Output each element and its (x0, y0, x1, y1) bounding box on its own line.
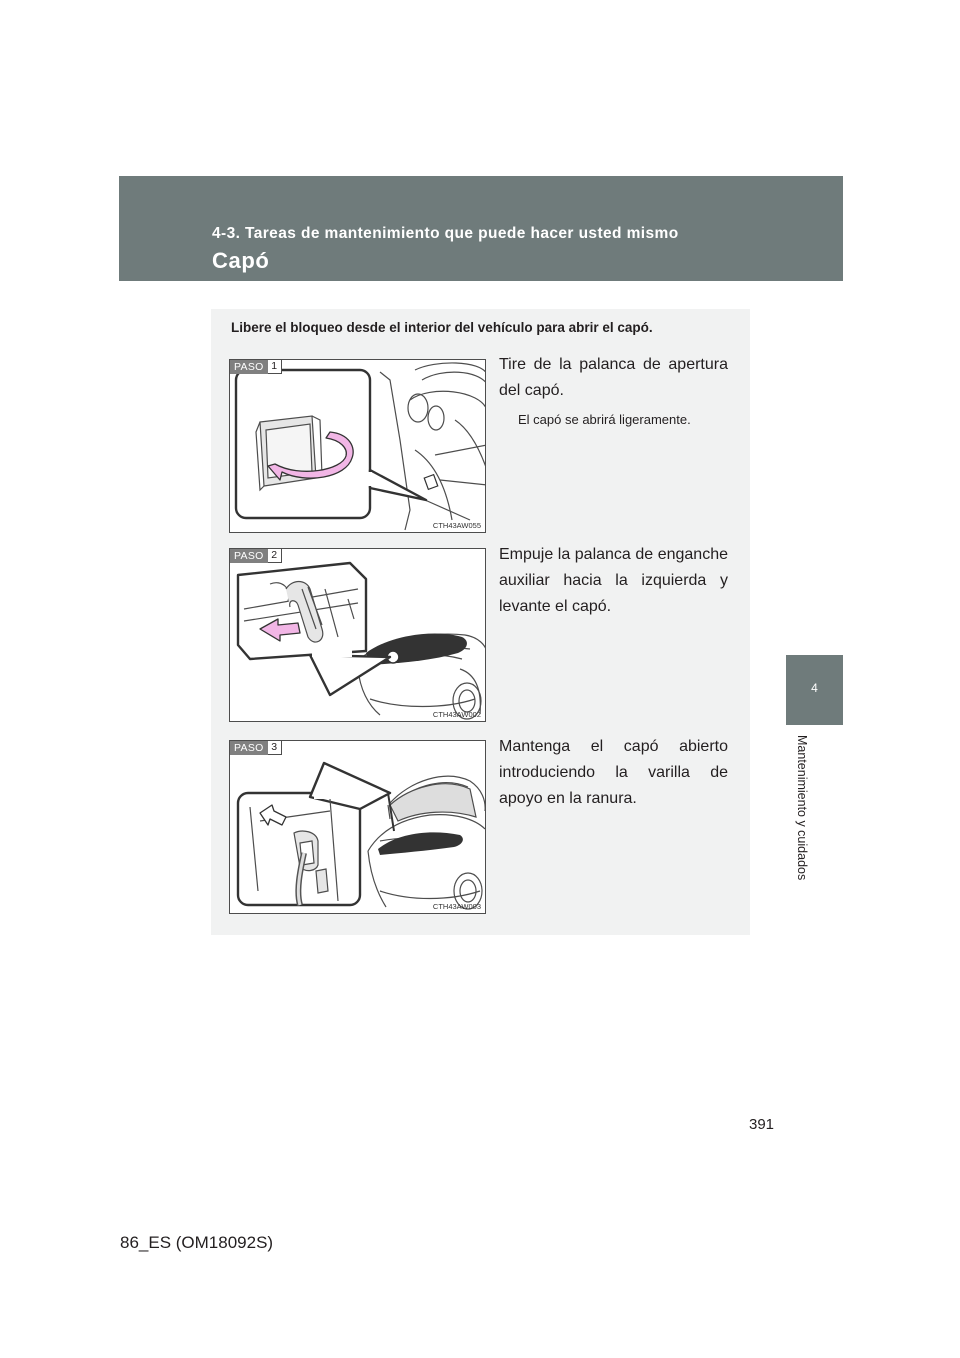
figure-step-3 (229, 740, 486, 914)
step-2-text: Empuje la palanca de enganche auxiliar hacia la izquierda y levante el capó. (499, 546, 728, 615)
step-badge-word: PASO (230, 360, 268, 374)
step-badge-3 (230, 741, 282, 755)
section-title: 4-3. Tareas de mantenimiento que puede hacer usted mismo (212, 225, 679, 242)
figure-code: CTH43AW055 (432, 521, 481, 530)
hood-release-lever-illustration (230, 360, 486, 533)
step-3-text: Mantenga el capó abierto introduciendo la varilla de apoyo en la ranura. (499, 738, 728, 807)
step-badge-1 (230, 360, 282, 374)
page-number: 391 (749, 1116, 775, 1133)
intro-text: Libere el bloqueo desde el interior del vehículo para abrir el capó. (231, 320, 653, 335)
step-badge-number: 1 (268, 360, 282, 374)
step-badge-2 (230, 549, 282, 563)
step-badge-number: 3 (268, 741, 282, 755)
figure-step-2 (229, 548, 486, 722)
section-header (119, 176, 843, 281)
chapter-tab (786, 655, 843, 725)
auxiliary-catch-illustration (230, 549, 486, 722)
chapter-label (795, 735, 813, 905)
figure-code: CTH43AW002 (432, 710, 481, 719)
page-title: Capó (212, 248, 270, 273)
support-rod-illustration (230, 741, 486, 914)
chapter-label-text: Mantenimiento y cuidados (795, 735, 809, 881)
step-1-text: Tire de la palanca de apertura del capó. (499, 356, 728, 399)
footer-code: 86_ES (OM18092S) (120, 1233, 274, 1252)
step-badge-word: PASO (230, 741, 268, 755)
figure-code: CTH43AW003 (432, 902, 481, 911)
step-1-note: El capó se abrirá ligeramente. (518, 412, 691, 427)
step-badge-number: 2 (268, 549, 282, 563)
step-badge-word: PASO (230, 549, 268, 563)
figure-step-1 (229, 359, 486, 533)
chapter-number: 4 (811, 681, 818, 695)
